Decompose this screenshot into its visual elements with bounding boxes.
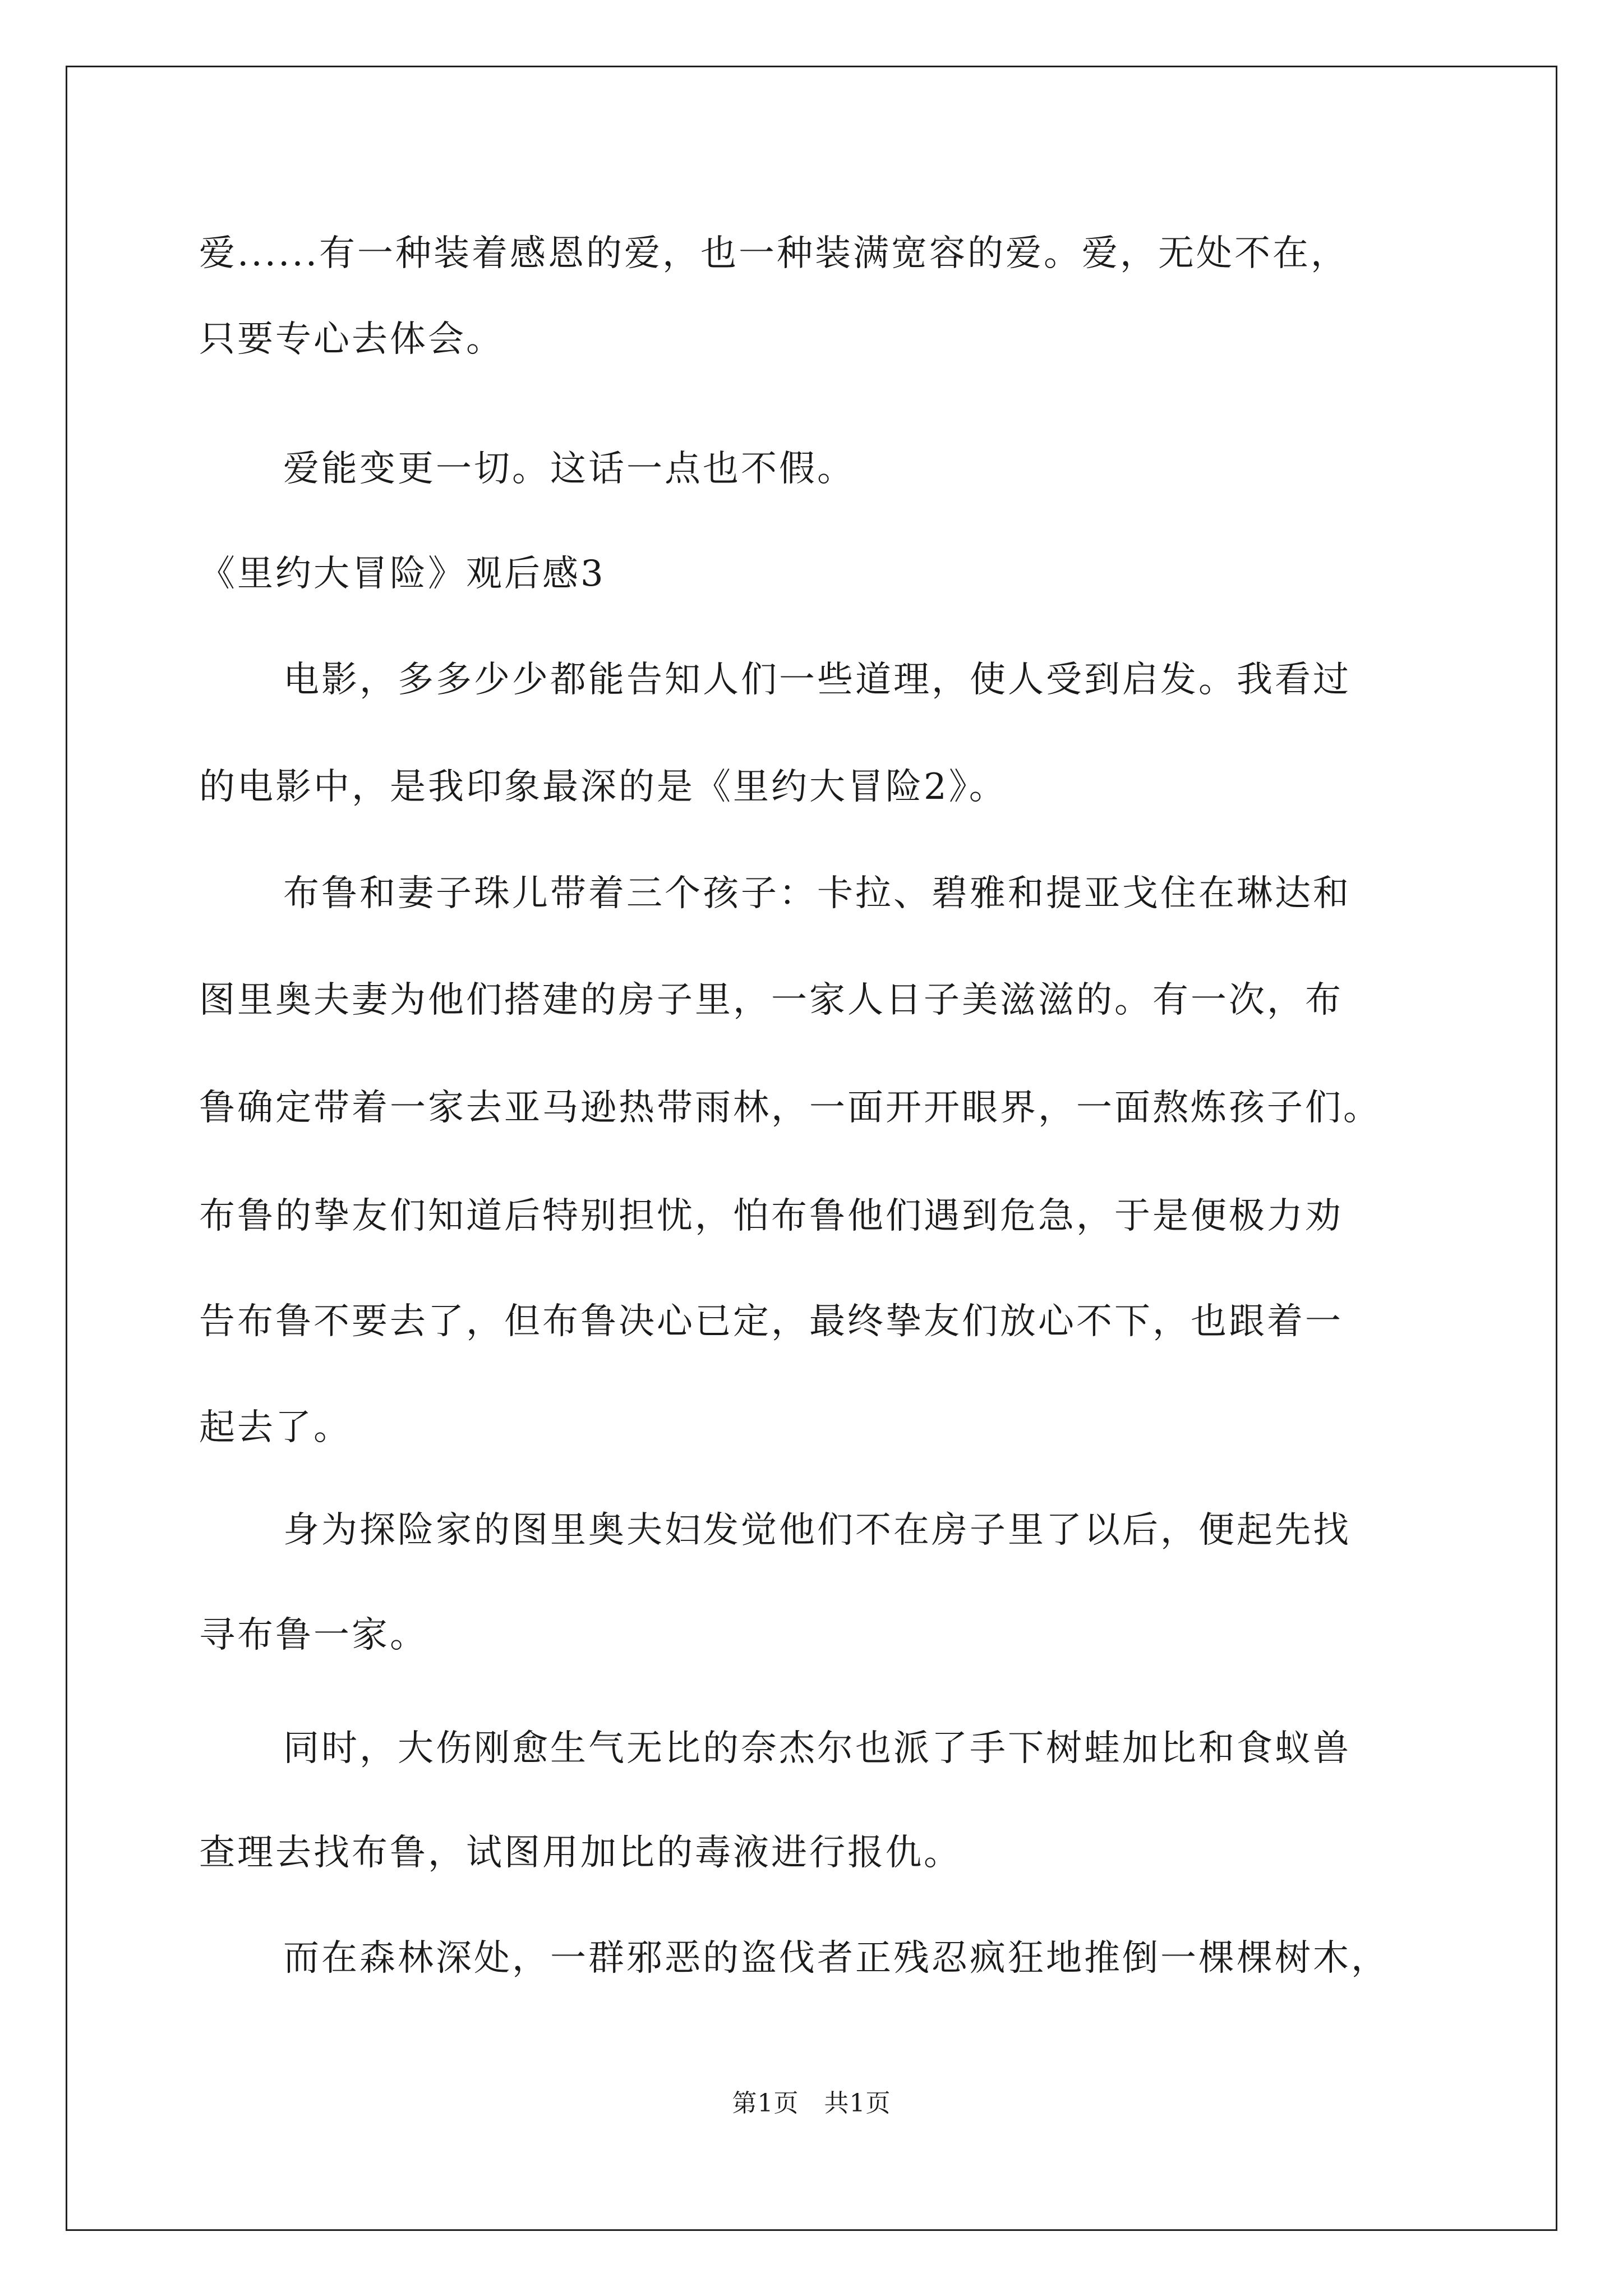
paragraph-line: 而在森林深处，一群邪恶的盗伐者正残忍疯狂地推倒一棵棵树木， bbox=[283, 1938, 1389, 1979]
paragraph-line: 身为探险家的图里奥夫妇发觉他们不在房子里了以后，便起先找 bbox=[283, 1510, 1351, 1551]
paragraph-line: 起去了。 bbox=[199, 1407, 352, 1448]
paragraph-line: 告布鲁不要去了，但布鲁决心已定，最终挚友们放心不下，也跟着一 bbox=[199, 1301, 1343, 1342]
paragraph-line: 布鲁的挚友们知道后特别担忧，怕布鲁他们遇到危急，于是便极力劝 bbox=[199, 1195, 1343, 1237]
paragraph-line: 鲁确定带着一家去亚马逊热带雨林，一面开开眼界，一面熬炼孩子们。 bbox=[199, 1087, 1381, 1129]
section-heading: 《里约大冒险》观后感3 bbox=[199, 553, 606, 595]
paragraph-line: 寻布鲁一家。 bbox=[199, 1614, 428, 1656]
paragraph-line: 图里奥夫妻为他们搭建的房子里，一家人日子美滋滋的。有一次，布 bbox=[199, 979, 1343, 1021]
paragraph-line: 只要专心去体会。 bbox=[199, 319, 504, 360]
paragraph-line: 电影，多多少少都能告知人们一些道理，使人受到启发。我看过 bbox=[283, 659, 1351, 701]
paragraph-line: 同时，大伤刚愈生气无比的奈杰尔也派了手下树蛙加比和食蚁兽 bbox=[283, 1728, 1351, 1769]
paragraph-line: 爱......有一种装着感恩的爱，也一种装满宽容的爱。爱，无处不在， bbox=[199, 233, 1349, 274]
paragraph-line: 的电影中，是我印象最深的是《里约大冒险2》。 bbox=[199, 766, 1007, 808]
paragraph-line: 布鲁和妻子珠儿带着三个孩子：卡拉、碧雅和提亚戈住在琳达和 bbox=[283, 873, 1351, 914]
page-border bbox=[66, 66, 1557, 2231]
paragraph-line: 查理去找布鲁，试图用加比的毒液进行报仇。 bbox=[199, 1832, 962, 1874]
paragraph-line: 爱能变更一切。这话一点也不假。 bbox=[283, 448, 855, 490]
page-number-footer: 第1页 共1页 bbox=[732, 2089, 891, 2118]
